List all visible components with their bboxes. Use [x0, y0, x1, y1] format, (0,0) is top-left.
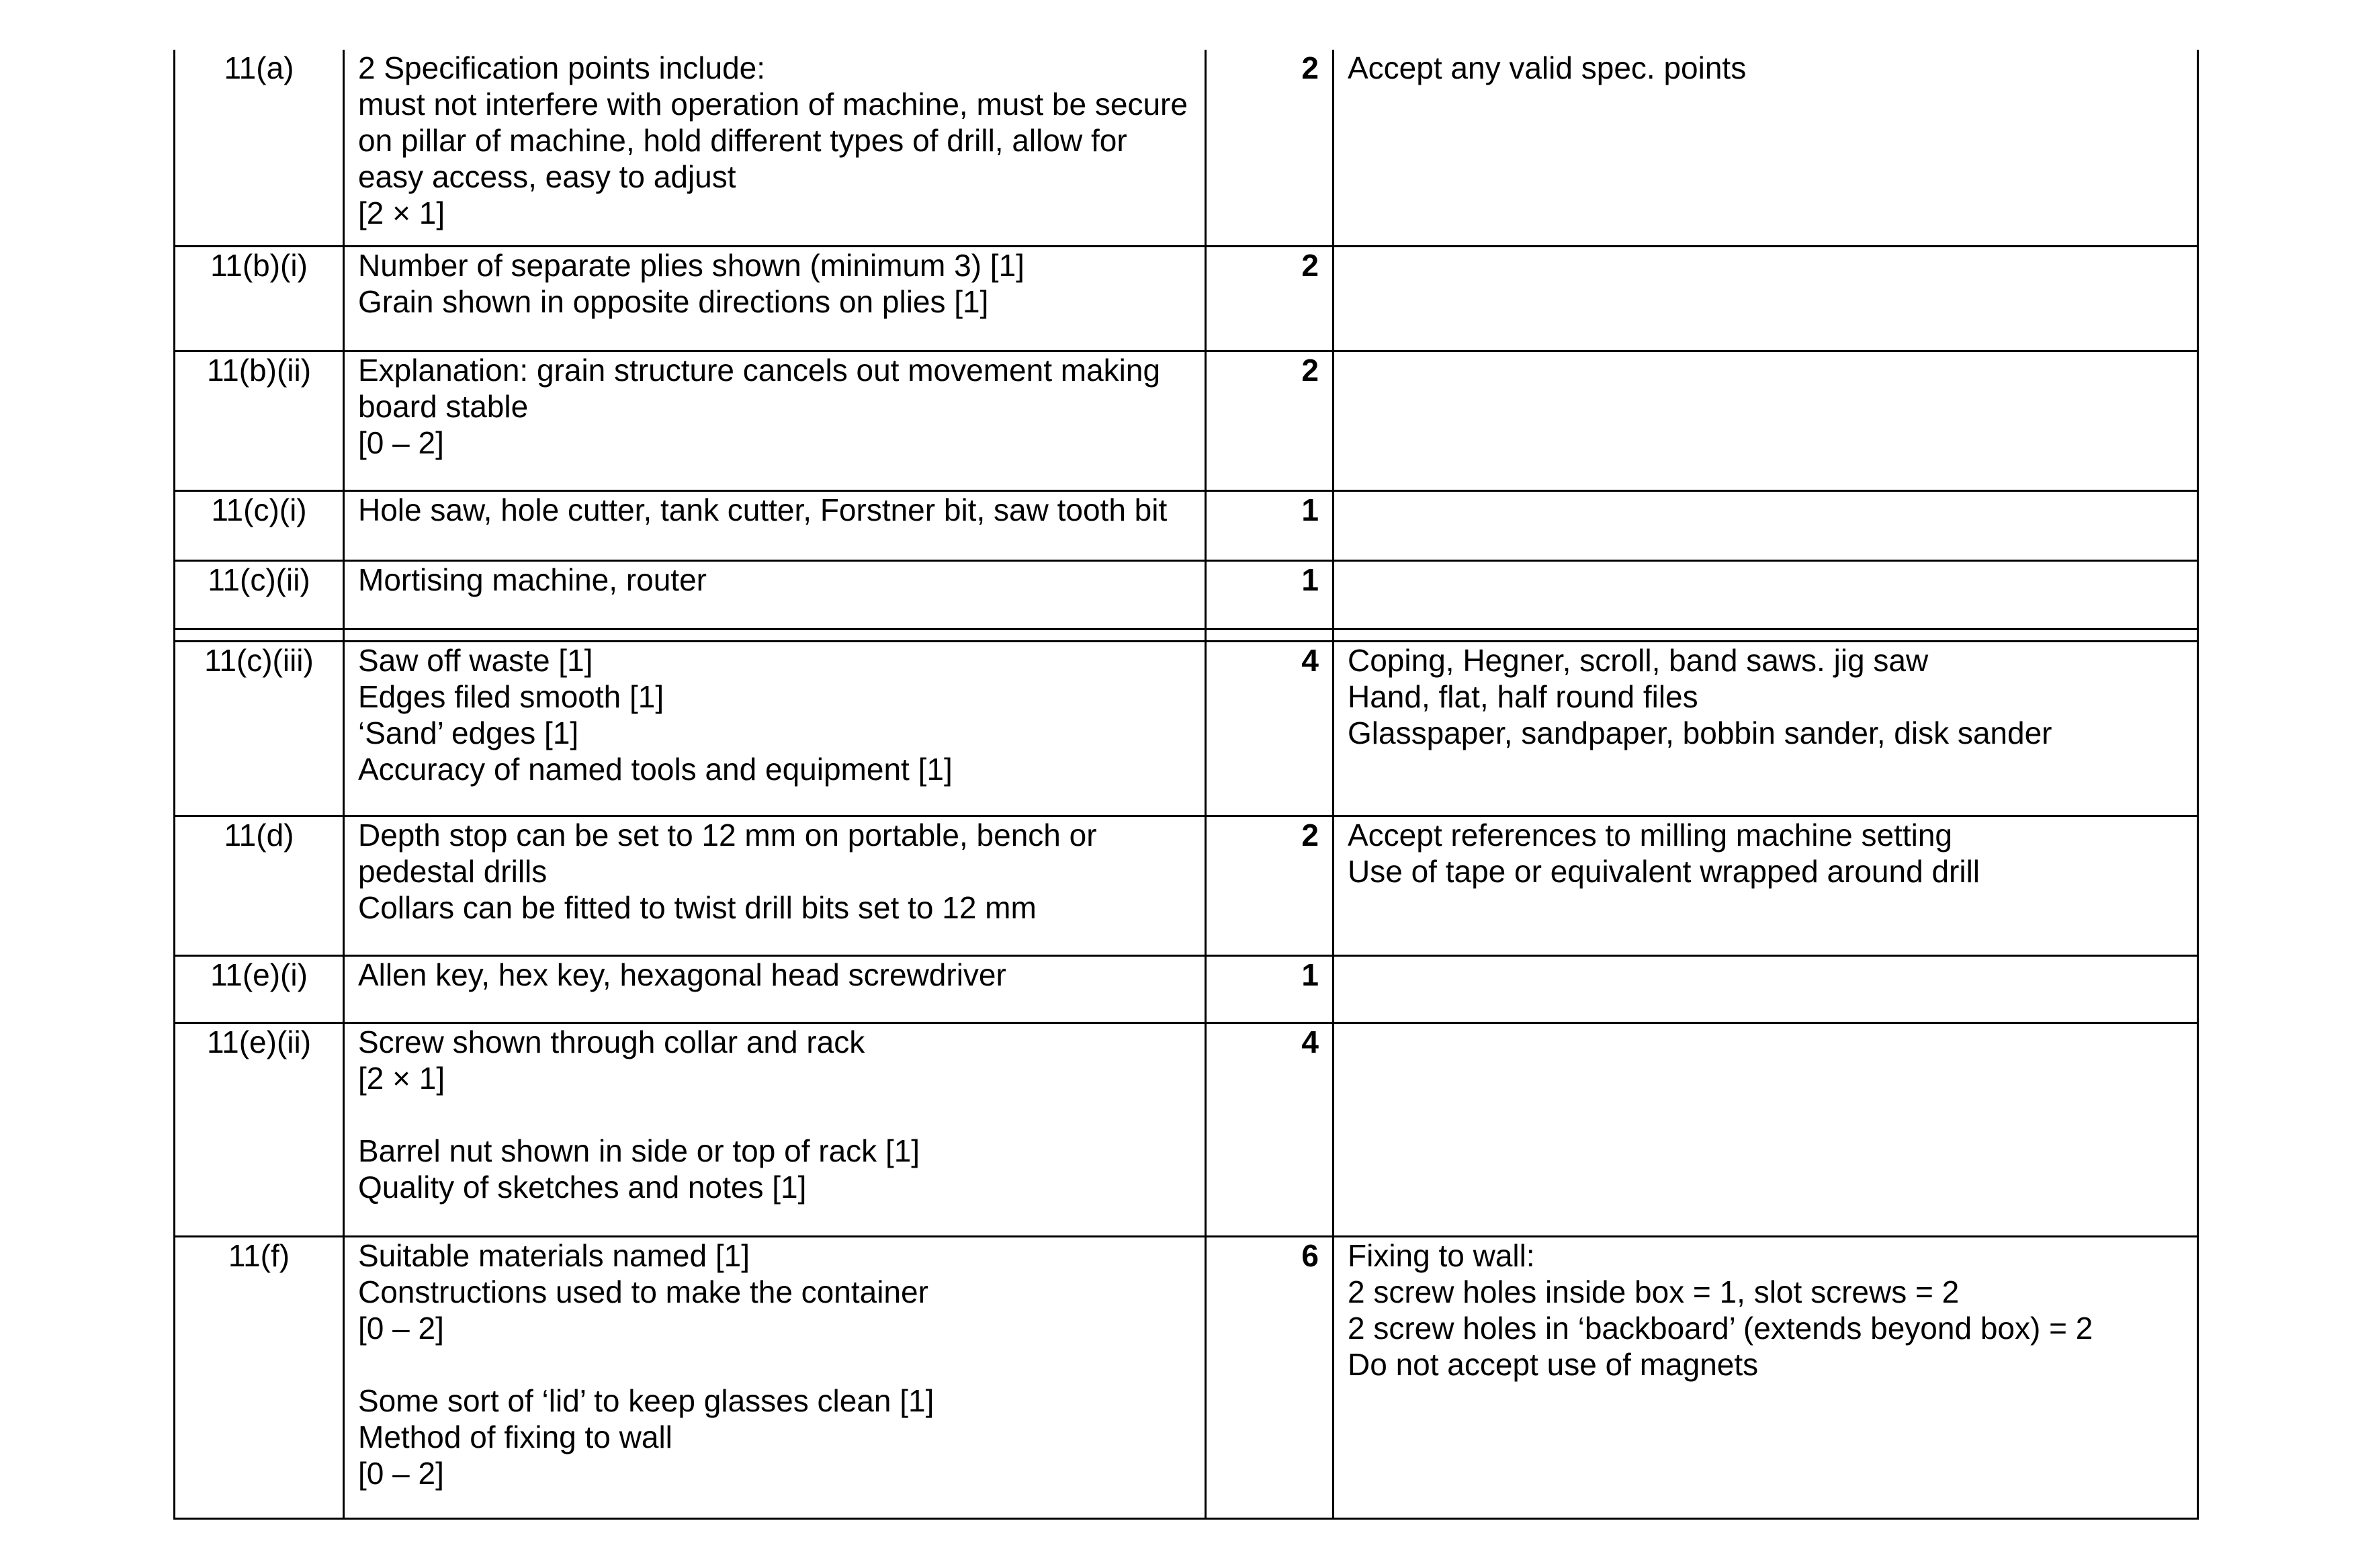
- answer-line: [358, 1096, 1191, 1133]
- divider-cell: [175, 629, 344, 641]
- marks-cell: 4: [1206, 641, 1334, 816]
- answer-line: board stable: [358, 388, 529, 424]
- answer-line: on pillar of machine, hold different types of drill, allow for: [358, 123, 1127, 158]
- answer-line: Allen key, hex key, hexagonal head screwdriver: [358, 957, 1006, 992]
- answer-line: Saw off waste [1]: [358, 642, 593, 678]
- answer-line: easy access, easy to adjust: [358, 159, 736, 194]
- guidance-cell: [1334, 246, 2198, 351]
- question-number: 11(c)(ii): [175, 560, 344, 629]
- marks-cell: 2: [1206, 50, 1334, 246]
- marks-cell: 2: [1206, 351, 1334, 490]
- answer-line: Hole saw, hole cutter, tank cutter, Forstner bit, saw tooth bit: [358, 492, 1168, 527]
- answer-line: Constructions used to make the container: [358, 1274, 928, 1309]
- row-divider: [175, 629, 2198, 641]
- answer-cell: [344, 351, 1206, 490]
- table-row: [175, 1236, 2198, 1518]
- marks-cell: 4: [1206, 1022, 1334, 1236]
- table-row: [175, 50, 2198, 246]
- marks-cell: 1: [1206, 490, 1334, 560]
- table-row: [175, 1022, 2198, 1236]
- mark-scheme-body: [175, 50, 2198, 1518]
- table-row: [175, 955, 2198, 1022]
- guidance-line: Fixing to wall:: [1348, 1237, 1535, 1273]
- answer-cell: [344, 560, 1206, 629]
- guidance-line: Hand, flat, half round files: [1348, 679, 1698, 714]
- answer-line: Mortising machine, router: [358, 562, 707, 597]
- guidance-line: Do not accept use of magnets: [1348, 1346, 1759, 1382]
- table-row: [175, 490, 2198, 560]
- guidance-line: Coping, Hegner, scroll, band saws. jig saw: [1348, 642, 1929, 678]
- marks-cell: 1: [1206, 955, 1334, 1022]
- answer-cell: [344, 1236, 1206, 1518]
- mark-scheme-table: [173, 50, 2199, 1520]
- answer-line: 2 Specification points include:: [358, 50, 766, 85]
- marks-cell: 2: [1206, 246, 1334, 351]
- answer-line: Quality of sketches and notes [1]: [358, 1169, 807, 1205]
- answer-line: [2 × 1]: [358, 195, 445, 230]
- table-row: [175, 560, 2198, 629]
- answer-line: Method of fixing to wall: [358, 1419, 672, 1454]
- answer-line: Edges filed smooth [1]: [358, 679, 664, 714]
- guidance-cell: [1334, 816, 2198, 955]
- question-number: 11(b)(i): [175, 246, 344, 351]
- answer-cell: [344, 490, 1206, 560]
- table-row: [175, 641, 2198, 816]
- table-row: [175, 351, 2198, 490]
- guidance-line: 2 screw holes inside box = 1, slot screws = 2: [1348, 1274, 1960, 1309]
- marks-cell: 2: [1206, 816, 1334, 955]
- marks-cell: 6: [1206, 1236, 1334, 1518]
- answer-line: [358, 1346, 1191, 1383]
- answer-line: Some sort of ‘lid’ to keep glasses clean [1]: [358, 1383, 934, 1418]
- answer-line: Number of separate plies shown (minimum 3) [1]: [358, 247, 1024, 283]
- guidance-line: Glasspaper, sandpaper, bobbin sander, disk sander: [1348, 715, 2052, 750]
- answer-cell: [344, 955, 1206, 1022]
- answer-line: [0 – 2]: [358, 1310, 444, 1346]
- answer-line: Collars can be fitted to twist drill bits set to 12 mm: [358, 889, 1037, 925]
- guidance-cell: [1334, 641, 2198, 816]
- divider-cell: [1206, 629, 1334, 641]
- answer-line: must not interfere with operation of machine, must be secure: [358, 87, 1188, 122]
- answer-cell: [344, 641, 1206, 816]
- question-number: 11(a): [175, 50, 344, 246]
- answer-line: ‘Sand’ edges [1]: [358, 715, 579, 750]
- answer-line: [0 – 2]: [358, 1455, 444, 1491]
- question-number: 11(d): [175, 816, 344, 955]
- answer-line: Screw shown through collar and rack: [358, 1024, 865, 1059]
- guidance-line: 2 screw holes in ‘backboard’ (extends beyond box) = 2: [1348, 1310, 2093, 1346]
- guidance-cell: [1334, 1236, 2198, 1518]
- question-number: 11(e)(i): [175, 955, 344, 1022]
- answer-cell: [344, 50, 1206, 246]
- marks-cell: 1: [1206, 560, 1334, 629]
- answer-line: [2 × 1]: [358, 1060, 445, 1096]
- answer-line: Depth stop can be set to 12 mm on portable, bench or: [358, 817, 1097, 853]
- answer-cell: [344, 1022, 1206, 1236]
- guidance-cell: [1334, 1022, 2198, 1236]
- guidance-cell: [1334, 560, 2198, 629]
- guidance-cell: [1334, 50, 2198, 246]
- answer-cell: [344, 816, 1206, 955]
- question-number: 11(b)(ii): [175, 351, 344, 490]
- divider-cell: [1334, 629, 2198, 641]
- guidance-cell: [1334, 351, 2198, 490]
- answer-line: Suitable materials named [1]: [358, 1237, 750, 1273]
- question-number: 11(f): [175, 1236, 344, 1518]
- guidance-line: Accept references to milling machine setting: [1348, 817, 1952, 853]
- guidance-line: Use of tape or equivalent wrapped around drill: [1348, 853, 1980, 889]
- answer-line: pedestal drills: [358, 853, 548, 889]
- answer-line: [0 – 2]: [358, 425, 444, 460]
- answer-line: Explanation: grain structure cancels out movement making: [358, 352, 1161, 388]
- guidance-cell: [1334, 490, 2198, 560]
- answer-cell: [344, 246, 1206, 351]
- question-number: 11(e)(ii): [175, 1022, 344, 1236]
- answer-line: Grain shown in opposite directions on plies [1]: [358, 284, 989, 319]
- table-row: [175, 246, 2198, 351]
- question-number: 11(c)(i): [175, 490, 344, 560]
- divider-cell: [344, 629, 1206, 641]
- question-number: 11(c)(iii): [175, 641, 344, 816]
- guidance-cell: [1334, 955, 2198, 1022]
- answer-line: Accuracy of named tools and equipment [1]: [358, 751, 953, 787]
- table-row: [175, 816, 2198, 955]
- guidance-line: Accept any valid spec. points: [1348, 50, 1747, 85]
- answer-line: Barrel nut shown in side or top of rack [1]: [358, 1133, 920, 1168]
